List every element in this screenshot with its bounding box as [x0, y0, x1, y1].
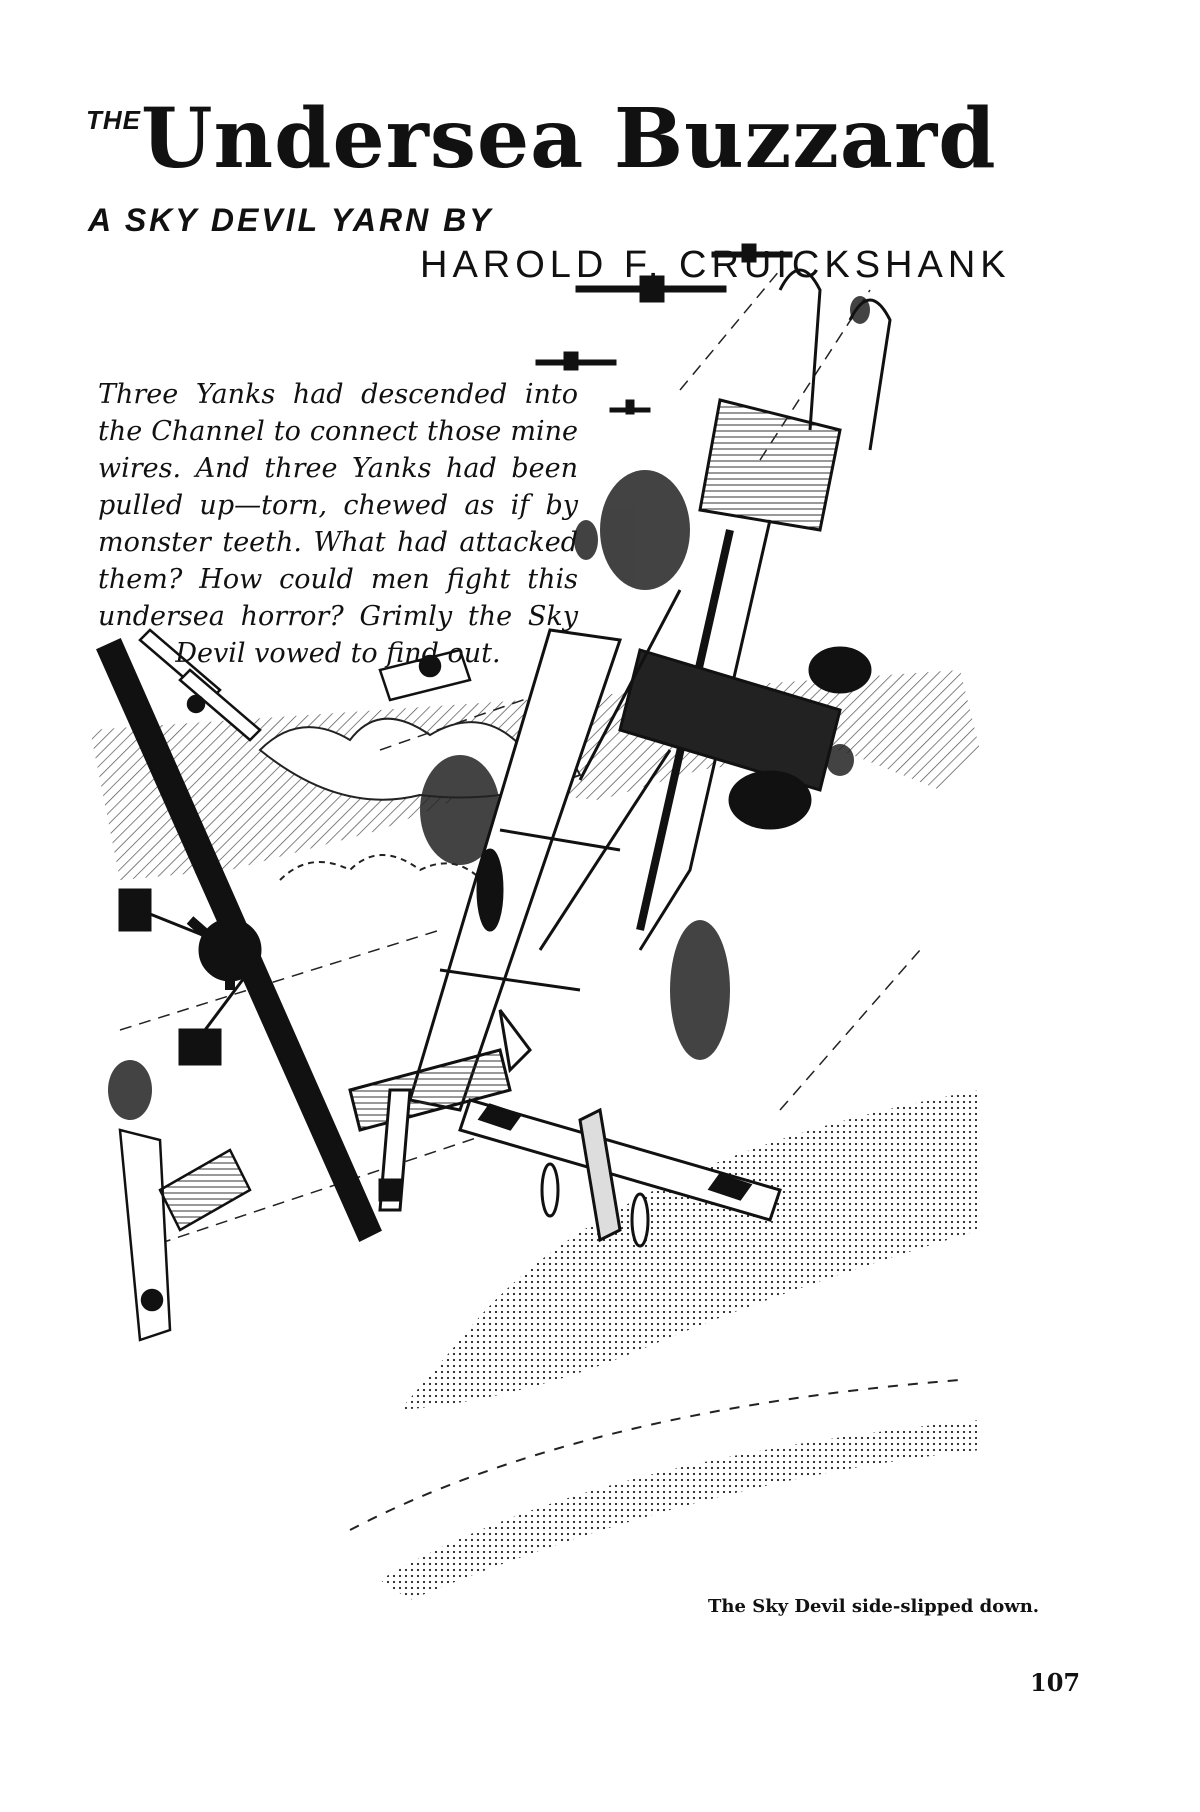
title-main: Undersea Buzzard: [141, 91, 997, 187]
story-title: [86, 91, 997, 187]
byline-author: HAROLD F. CRUICKSHANK: [420, 244, 1011, 286]
title-prefix: THE: [86, 105, 141, 135]
byline-series: A SKY DEVIL YARN BY: [88, 202, 494, 238]
illustration-caption: The Sky Devil side-slipped down.: [708, 1596, 1040, 1617]
story-blurb: Three Yanks had descended into the Channel to connect those mine wires. And three Yanks had been pulled up—torn, chewed as if by monster teeth. What had attacked them? How could men fight this undersea horror? Grimly the Sky Devil vowed to find out.: [98, 379, 578, 669]
page-number: 107: [1030, 1668, 1081, 1697]
